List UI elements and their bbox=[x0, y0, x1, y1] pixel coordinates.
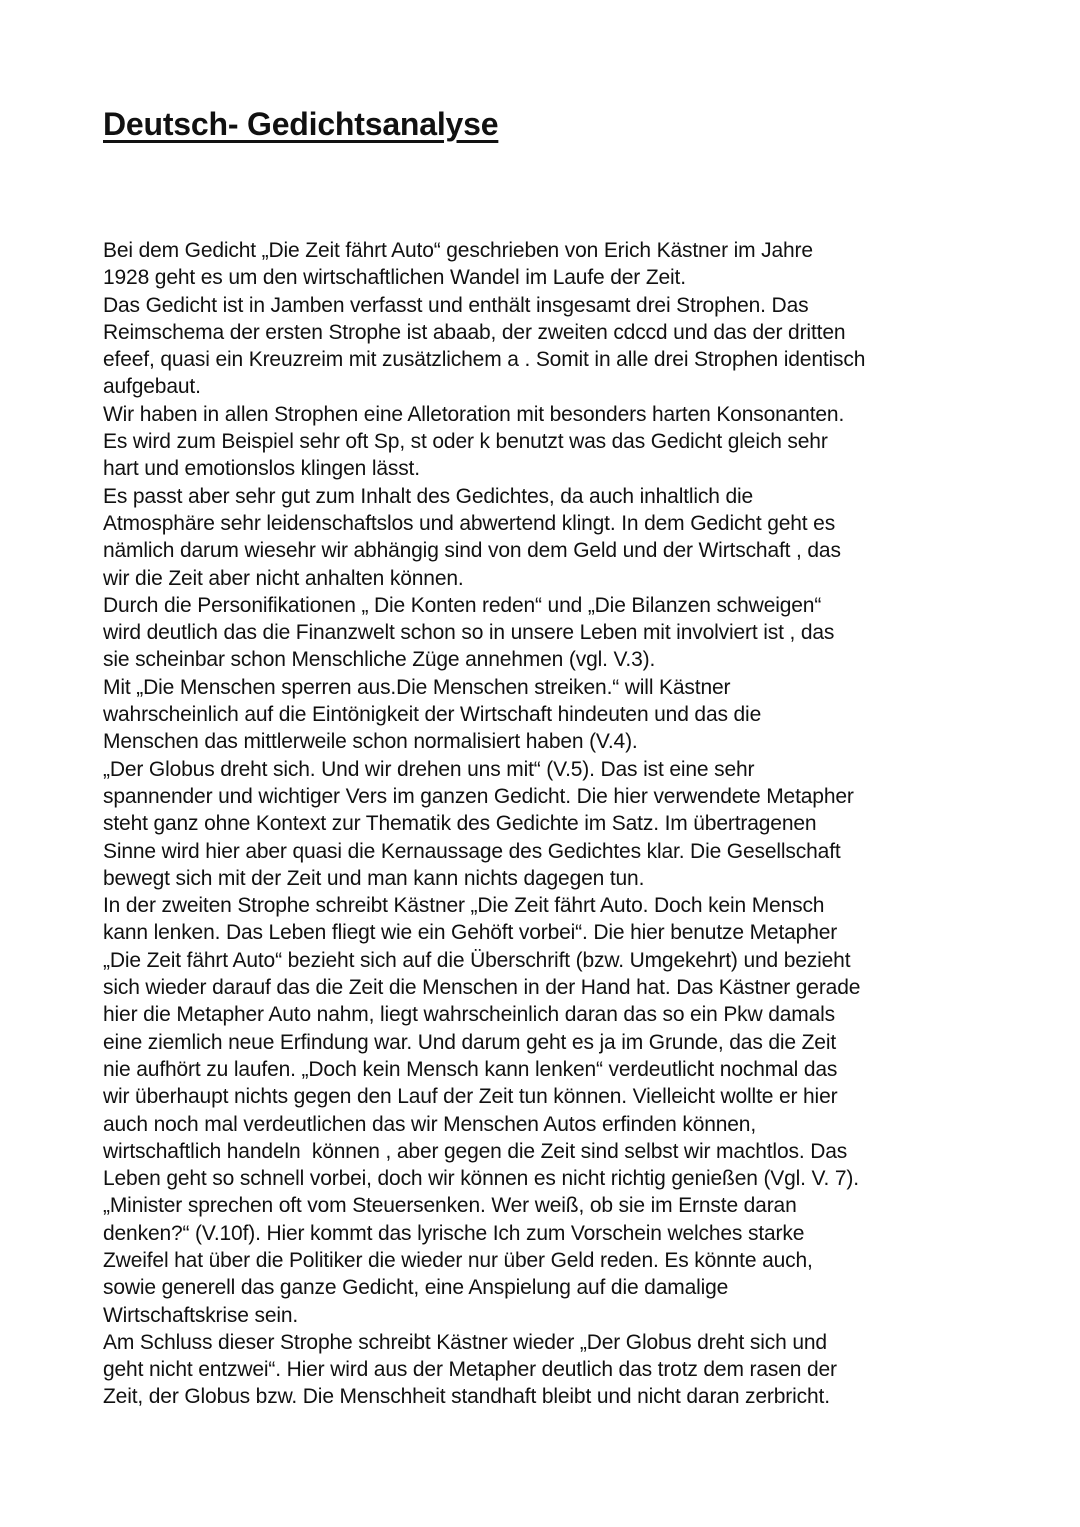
text-line: Zweifel hat über die Politiker die wieder nur über Geld reden. Es könnte auch, bbox=[103, 1248, 813, 1272]
text-line: „Minister sprechen oft vom Steuersenken. Wer weiß, ob sie im Ernste daran bbox=[103, 1194, 797, 1218]
text-line: aufgebaut. bbox=[103, 375, 201, 399]
text-line: sowie generell das ganze Gedicht, eine Anspielung auf die damalige bbox=[103, 1276, 729, 1300]
text-line: spannender und wichtiger Vers im ganzen Gedicht. Die hier verwendete Metapher bbox=[103, 784, 854, 808]
text-line: Wirtschaftskrise sein. bbox=[103, 1303, 299, 1327]
text-line: Reimschema der ersten Strophe ist abaab, der zweiten cdccd und das der dritten bbox=[103, 320, 846, 344]
document-body bbox=[103, 237, 1003, 1411]
text-line: nämlich darum wiesehr wir abhängig sind von dem Geld und der Wirtschaft , das bbox=[103, 539, 841, 563]
text-line: geht nicht entzwei“. Hier wird aus der Metapher deutlich das trotz dem rasen der bbox=[103, 1358, 837, 1382]
text-line: Es passt aber sehr gut zum Inhalt des Gedichtes, da auch inhaltlich die bbox=[103, 484, 754, 508]
text-line: Durch die Personifikationen „ Die Konten reden“ und „Die Bilanzen schweigen“ bbox=[103, 593, 822, 617]
text-line: hart und emotionslos klingen lässt. bbox=[103, 457, 420, 481]
text-line: Wir haben in allen Strophen eine Alletoration mit besonders harten Konsonanten. bbox=[103, 402, 845, 426]
document-title: Deutsch- Gedichtsanalyse bbox=[103, 106, 499, 142]
text-line: wir überhaupt nichts gegen den Lauf der Zeit tun können. Vielleicht wollte er hier bbox=[103, 1085, 838, 1109]
text-line: wir die Zeit aber nicht anhalten können. bbox=[103, 566, 464, 590]
text-line: Zeit, der Globus bzw. Die Menschheit standhaft bleibt und nicht daran zerbricht. bbox=[103, 1385, 830, 1409]
text-line: 1928 geht es um den wirtschaftlichen Wandel im Laufe der Zeit. bbox=[103, 266, 686, 290]
text-line: efeef, quasi ein Kreuzreim mit zusätzlichem a . Somit in alle drei Strophen identisch bbox=[103, 348, 866, 372]
text-line: steht ganz ohne Kontext zur Thematik des Gedichte im Satz. Im übertragenen bbox=[103, 812, 817, 836]
text-line: Leben geht so schnell vorbei, doch wir können es nicht richtig genießen (Vgl. V. 7). bbox=[103, 1167, 859, 1191]
text-line: sich wieder darauf das die Zeit die Menschen in der Hand hat. Das Kästner gerade bbox=[103, 976, 861, 1000]
text-line: Bei dem Gedicht „Die Zeit fährt Auto“ geschrieben von Erich Kästner im Jahre bbox=[103, 239, 813, 262]
text-line: bewegt sich mit der Zeit und man kann nichts dagegen tun. bbox=[103, 866, 645, 890]
text-line: Sinne wird hier aber quasi die Kernaussage des Gedichtes klar. Die Gesellschaft bbox=[103, 839, 841, 863]
text-line: wirtschaftlich handeln können , aber gegen die Zeit sind selbst wir machtlos. Das bbox=[103, 1139, 848, 1163]
text-line: sie scheinbar schon Menschliche Züge annehmen (vgl. V.3). bbox=[103, 648, 656, 672]
text-line: Atmosphäre sehr leidenschaftslos und abwertend klingt. In dem Gedicht geht es bbox=[103, 511, 836, 535]
text-line: wird deutlich das die Finanzwelt schon so in unsere Leben mit involviert ist , das bbox=[103, 621, 835, 645]
text-line: denken?“ (V.10f). Hier kommt das lyrische Ich zum Vorschein welches starke bbox=[103, 1221, 805, 1245]
text-line: auch noch mal verdeutlichen das wir Menschen Autos erfinden können, bbox=[103, 1112, 757, 1136]
text-line: Am Schluss dieser Strophe schreibt Kästner wieder „Der Globus dreht sich und bbox=[103, 1330, 827, 1354]
text-line: kann lenken. Das Leben fliegt wie ein Gehöft vorbei“. Die hier benutze Metapher bbox=[103, 921, 838, 945]
text-line: Es wird zum Beispiel sehr oft Sp, st oder k benutzt was das Gedicht gleich sehr bbox=[103, 430, 828, 454]
text-line: „Die Zeit fährt Auto“ bezieht sich auf die Überschrift (bzw. Umgekehrt) und bezieht bbox=[103, 948, 851, 972]
text-line: Mit „Die Menschen sperren aus.Die Menschen streiken.“ will Kästner bbox=[103, 675, 731, 699]
text-line: „Der Globus dreht sich. Und wir drehen uns mit“ (V.5). Das ist eine sehr bbox=[103, 757, 755, 781]
text-line: nie aufhört zu laufen. „Doch kein Mensch kann lenken“ verdeutlicht nochmal das bbox=[103, 1057, 838, 1081]
text-line: hier die Metapher Auto nahm, liegt wahrscheinlich daran das so ein Pkw damals bbox=[103, 1003, 836, 1027]
text-line: In der zweiten Strophe schreibt Kästner „Die Zeit fährt Auto. Doch kein Mensch bbox=[103, 894, 825, 918]
text-line: Menschen das mittlerweile schon normalisiert haben (V.4). bbox=[103, 730, 638, 754]
text-line: eine ziemlich neue Erfindung war. Und darum geht es ja im Grunde, das die Zeit bbox=[103, 1030, 837, 1054]
text-line: wahrscheinlich auf die Eintönigkeit der Wirtschaft hindeuten und das die bbox=[103, 703, 762, 727]
text-line: Das Gedicht ist in Jamben verfasst und enthält insgesamt drei Strophen. Das bbox=[103, 293, 809, 317]
